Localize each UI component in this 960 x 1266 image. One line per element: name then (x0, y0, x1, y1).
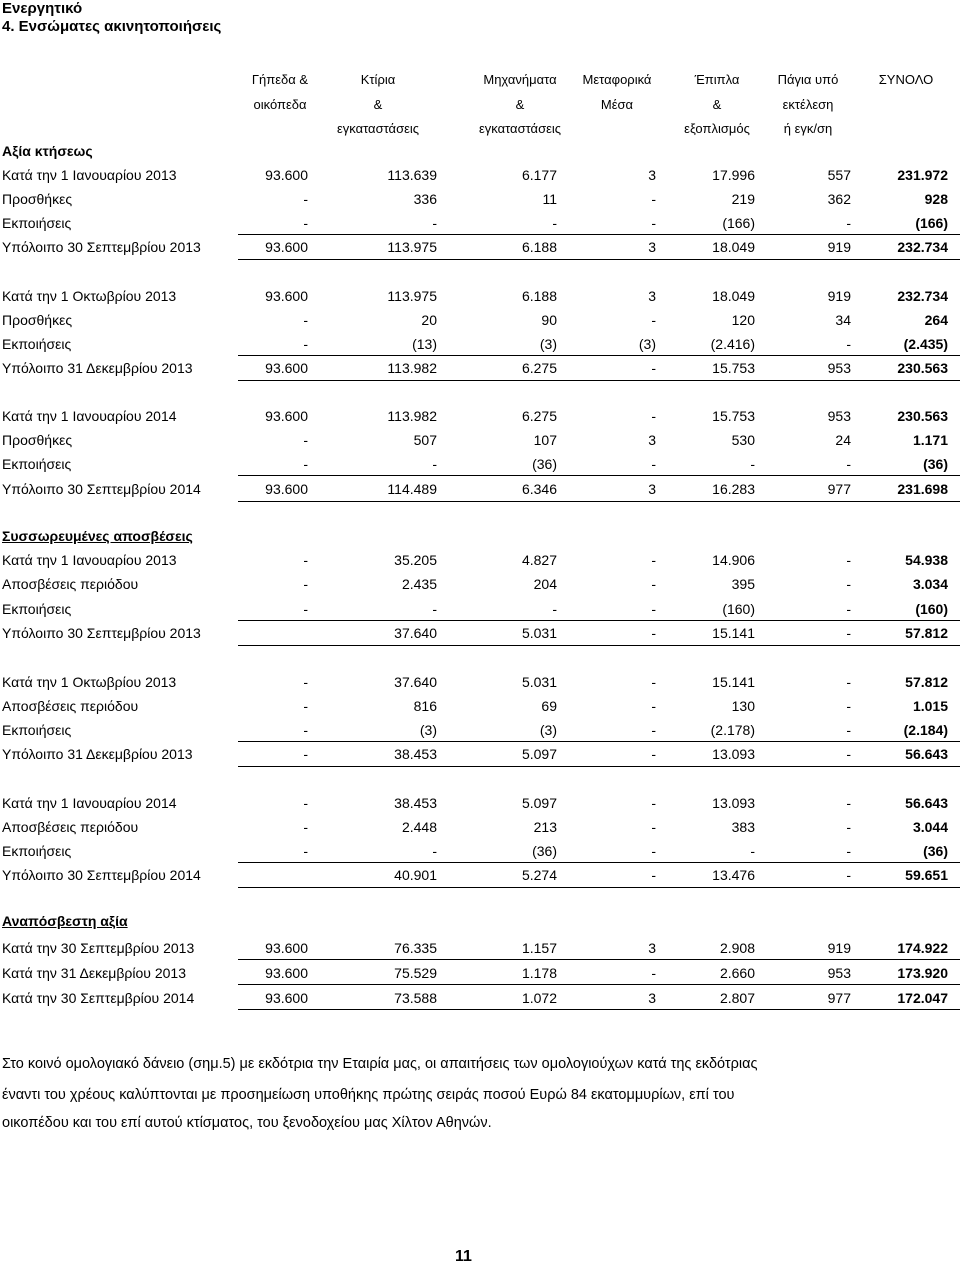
table-cell: - (303, 432, 308, 448)
table-cell: 928 (924, 191, 948, 207)
table-cell: - (303, 456, 308, 472)
row-label: Υπόλοιπο 31 Δεκεμβρίου 2013 (2, 746, 193, 762)
table-cell: 1.178 (521, 965, 557, 981)
table-cell: - (432, 215, 437, 231)
table-cell: 816 (413, 698, 437, 714)
total-rule (238, 766, 960, 767)
table-cell: - (651, 698, 656, 714)
row-label: Εκποιήσεις (2, 722, 72, 738)
table-cell: 34 (835, 312, 851, 328)
column-header-line: Έπιπλα (694, 72, 740, 87)
row-label: Κατά την 1 Ιανουαρίου 2013 (2, 552, 177, 568)
section-title: 4. Ενσώματες ακινητοποιήσεις (2, 18, 222, 35)
table-cell: - (303, 552, 308, 568)
table-cell: 15.753 (712, 360, 755, 376)
table-cell: 11 (542, 191, 557, 207)
column-header-line: & (373, 97, 383, 112)
table-cell: 93.600 (265, 360, 308, 376)
row-label: Εκποιήσεις (2, 456, 72, 472)
table-cell: 919 (827, 940, 851, 956)
row-label: Εκποιήσεις (2, 336, 72, 352)
table-cell: - (846, 552, 851, 568)
table-cell: - (303, 674, 308, 690)
table-cell: 213 (533, 819, 557, 835)
table-cell: 5.031 (521, 625, 557, 641)
table-cell: 3 (648, 481, 656, 497)
column-header-line: ΣΥΝΟΛΟ (878, 72, 934, 87)
subtotal-rule (238, 741, 960, 742)
table-cell: 4.827 (521, 552, 557, 568)
table-cell: 13.093 (712, 795, 755, 811)
column-header-line: Κτίρια (360, 72, 396, 87)
table-cell: 120 (731, 312, 755, 328)
total-rule (238, 259, 960, 260)
table-cell: 230.563 (897, 360, 948, 376)
table-cell: 2.807 (719, 990, 755, 1006)
table-cell: (166) (915, 215, 948, 231)
table-cell: - (552, 215, 557, 231)
row-label: Αποσβέσεις περιόδου (2, 576, 139, 592)
table-cell: - (303, 795, 308, 811)
table-cell: 93.600 (265, 167, 308, 183)
table-cell: - (750, 843, 755, 859)
table-cell: 57.812 (905, 674, 948, 690)
table-cell: (36) (532, 456, 557, 472)
column-header-line: εγκαταστάσεις (336, 121, 420, 136)
table-cell: 383 (731, 819, 755, 835)
table-cell: 35.205 (394, 552, 437, 568)
table-cell: 3 (648, 288, 656, 304)
table-cell: 977 (827, 990, 851, 1006)
table-cell: 37.640 (394, 625, 437, 641)
table-cell: 18.049 (712, 288, 755, 304)
table-cell: 1.171 (912, 432, 948, 448)
table-cell: - (651, 965, 656, 981)
table-cell: - (432, 601, 437, 617)
table-cell: (3) (419, 722, 437, 738)
column-header-line: Μηχανήματα (483, 72, 557, 87)
table-cell: 93.600 (265, 288, 308, 304)
column-header-line: εκτέλεση (782, 97, 834, 112)
table-cell: - (846, 456, 851, 472)
table-cell: 953 (827, 965, 851, 981)
table-cell: - (303, 336, 308, 352)
table-cell: - (651, 843, 656, 859)
subtotal-rule (238, 862, 960, 863)
table-cell: 69 (541, 698, 557, 714)
table-cell: 14.906 (712, 552, 755, 568)
row-label: Εκποιήσεις (2, 601, 72, 617)
table-cell: (13) (412, 336, 437, 352)
table-cell: 953 (827, 408, 851, 424)
section-cost: Αξία κτήσεως (2, 143, 93, 159)
table-cell: 5.097 (521, 746, 557, 762)
table-cell: 37.640 (394, 674, 437, 690)
row-label: Προσθήκες (2, 312, 73, 328)
table-cell: - (651, 722, 656, 738)
table-cell: 16.283 (712, 481, 755, 497)
table-cell: - (846, 867, 851, 883)
table-cell: - (651, 456, 656, 472)
table-cell: 59.651 (905, 867, 948, 883)
table-cell: 1.072 (521, 990, 557, 1006)
row-label: Προσθήκες (2, 432, 73, 448)
table-cell: - (651, 408, 656, 424)
table-cell: - (651, 191, 656, 207)
table-cell: 5.031 (521, 674, 557, 690)
table-cell: - (303, 191, 308, 207)
row-label: Υπόλοιπο 30 Σεπτεμβρίου 2013 (2, 625, 201, 641)
table-cell: 113.975 (387, 288, 437, 304)
table-cell: 919 (827, 288, 851, 304)
table-cell: - (432, 456, 437, 472)
table-cell: 40.901 (394, 867, 437, 883)
row-label: Υπόλοιπο 30 Σεπτεμβρίου 2014 (2, 867, 201, 883)
column-header-line: οικόπεδα (253, 97, 307, 112)
table-cell: 230.563 (897, 408, 948, 424)
table-cell: 15.141 (712, 674, 755, 690)
subtotal-rule (238, 234, 960, 235)
table-cell: 6.188 (521, 239, 557, 255)
table-cell: 38.453 (394, 795, 437, 811)
table-cell: - (651, 360, 656, 376)
table-cell: - (846, 215, 851, 231)
table-cell: - (303, 312, 308, 328)
table-cell: - (846, 698, 851, 714)
row-label: Εκποιήσεις (2, 215, 72, 231)
table-cell: - (651, 746, 656, 762)
table-cell: 264 (924, 312, 948, 328)
note-line: οικοπέδου και του επί αυτού κτίσματος, του ξενοδοχείου μας Χίλτον Αθηνών. (2, 1115, 492, 1131)
table-cell: 17.996 (712, 167, 755, 183)
row-label: Κατά την 1 Ιανουαρίου 2014 (2, 795, 177, 811)
table-cell: 204 (533, 576, 557, 592)
table-cell: 5.274 (521, 867, 557, 883)
table-cell: 76.335 (394, 940, 437, 956)
section-net-value: Αναπόσβεστη αξία (2, 913, 128, 929)
note-line: Στο κοινό ομολογιακό δάνειο (σημ.5) με εκδότρια την Εταιρία μας, οι απαιτήσεις των ομολογιούχων κατά της εκδότριας (2, 1056, 758, 1072)
note-line: έναντι του χρέους καλύπτονται με προσημείωση υποθήκης πρώτης σειράς ποσού Ευρώ 84 εκατομμυρίων, επί του (2, 1087, 735, 1103)
table-cell: - (303, 819, 308, 835)
table-cell: (36) (923, 456, 948, 472)
table-cell: 6.177 (521, 167, 557, 183)
column-header-line: εξοπλισμός (684, 121, 750, 136)
table-cell: 113.975 (387, 239, 437, 255)
column-header-line: εγκαταστάσεις (478, 121, 562, 136)
table-cell: 3 (648, 167, 656, 183)
total-rule (238, 887, 960, 888)
table-cell: 3 (648, 940, 656, 956)
table-cell: - (303, 698, 308, 714)
table-cell: - (750, 456, 755, 472)
table-cell: - (651, 867, 656, 883)
subtotal-rule (238, 475, 960, 476)
table-cell: 90 (541, 312, 557, 328)
table-cell: 93.600 (265, 239, 308, 255)
table-cell: (36) (532, 843, 557, 859)
table-cell: 93.600 (265, 990, 308, 1006)
row-label: Εκποιήσεις (2, 843, 72, 859)
table-cell: 5.097 (521, 795, 557, 811)
table-cell: - (651, 674, 656, 690)
table-cell: - (651, 215, 656, 231)
table-cell: - (846, 336, 851, 352)
subtotal-rule (238, 620, 960, 621)
column-header-line: Πάγια υπό (777, 72, 839, 87)
row-label: Αποσβέσεις περιόδου (2, 698, 139, 714)
row-label: Κατά την 30 Σεπτεμβρίου 2013 (2, 940, 195, 956)
table-cell: 919 (827, 239, 851, 255)
row-label: Κατά την 1 Ιανουαρίου 2014 (2, 408, 177, 424)
table-cell: (166) (722, 215, 755, 231)
table-cell: (2.178) (710, 722, 755, 738)
table-cell: 56.643 (905, 746, 948, 762)
table-cell: 395 (731, 576, 755, 592)
table-cell: 93.600 (265, 965, 308, 981)
table-cell: 1.015 (912, 698, 948, 714)
table-cell: 6.275 (521, 408, 557, 424)
row-label: Υπόλοιπο 30 Σεπτεμβρίου 2014 (2, 481, 201, 497)
table-cell: 6.346 (521, 481, 557, 497)
table-cell: 13.476 (712, 867, 755, 883)
table-cell: 38.453 (394, 746, 437, 762)
table-cell: - (432, 843, 437, 859)
table-cell: 93.600 (265, 940, 308, 956)
table-cell: - (846, 674, 851, 690)
table-cell: (36) (923, 843, 948, 859)
table-cell: 977 (827, 481, 851, 497)
table-cell: 113.982 (387, 408, 437, 424)
table-cell: 231.698 (897, 481, 948, 497)
table-cell: 231.972 (897, 167, 948, 183)
column-header-line: Γήπεδα & (251, 72, 309, 87)
column-header-line: Μεταφορικά (582, 72, 652, 87)
table-cell: 336 (413, 191, 437, 207)
net-value-rule (238, 959, 960, 960)
table-cell: (3) (638, 336, 656, 352)
table-cell: 507 (413, 432, 437, 448)
table-cell: - (651, 552, 656, 568)
table-cell: 173.920 (897, 965, 948, 981)
table-cell: 2.448 (401, 819, 437, 835)
row-label: Υπόλοιπο 30 Σεπτεμβρίου 2013 (2, 239, 201, 255)
table-cell: 6.188 (521, 288, 557, 304)
table-cell: 3 (648, 239, 656, 255)
total-rule (238, 501, 960, 502)
subtotal-rule (238, 355, 960, 356)
table-cell: - (303, 215, 308, 231)
table-cell: - (651, 819, 656, 835)
table-cell: 953 (827, 360, 851, 376)
row-label: Κατά την 1 Οκτωβρίου 2013 (2, 674, 177, 690)
net-value-rule (238, 984, 960, 985)
table-cell: 1.157 (521, 940, 557, 956)
table-cell: (2.435) (903, 336, 948, 352)
table-cell: - (303, 722, 308, 738)
row-label: Υπόλοιπο 31 Δεκεμβρίου 2013 (2, 360, 193, 376)
table-cell: - (846, 795, 851, 811)
column-header-line: ή εγκ/ση (783, 121, 833, 136)
table-cell: 114.489 (387, 481, 437, 497)
table-cell: 20 (421, 312, 437, 328)
table-cell: - (846, 746, 851, 762)
table-cell: 57.812 (905, 625, 948, 641)
table-cell: - (651, 576, 656, 592)
table-cell: 15.141 (712, 625, 755, 641)
column-header-line: Μέσα (600, 97, 634, 112)
table-cell: - (303, 601, 308, 617)
table-cell: - (651, 312, 656, 328)
table-cell: - (303, 746, 308, 762)
table-cell: 232.734 (897, 239, 948, 255)
table-cell: - (846, 625, 851, 641)
table-cell: - (651, 625, 656, 641)
table-cell: 75.529 (394, 965, 437, 981)
table-cell: 2.435 (401, 576, 437, 592)
row-label: Προσθήκες (2, 191, 73, 207)
row-label: Κατά την 1 Οκτωβρίου 2013 (2, 288, 177, 304)
table-cell: - (651, 601, 656, 617)
table-cell: 362 (827, 191, 851, 207)
table-cell: 557 (827, 167, 851, 183)
table-cell: - (846, 819, 851, 835)
total-rule (238, 380, 960, 381)
table-cell: 107 (533, 432, 557, 448)
table-cell: 530 (731, 432, 755, 448)
table-cell: 174.922 (897, 940, 948, 956)
table-cell: (2.184) (903, 722, 948, 738)
table-cell: 93.600 (265, 481, 308, 497)
row-label: Κατά την 30 Σεπτεμβρίου 2014 (2, 990, 195, 1006)
column-header-line: & (515, 97, 525, 112)
table-cell: - (651, 795, 656, 811)
column-header-line: & (712, 97, 722, 112)
table-cell: - (552, 601, 557, 617)
row-label: Κατά την 1 Ιανουαρίου 2013 (2, 167, 177, 183)
table-cell: 113.639 (387, 167, 437, 183)
table-cell: 15.753 (712, 408, 755, 424)
table-cell: (3) (539, 722, 557, 738)
row-label: Κατά την 31 Δεκεμβρίου 2013 (2, 965, 186, 981)
table-cell: 2.908 (719, 940, 755, 956)
table-cell: 56.643 (905, 795, 948, 811)
table-cell: - (846, 576, 851, 592)
table-cell: - (303, 843, 308, 859)
table-cell: - (846, 601, 851, 617)
page-title: Ενεργητικό (2, 0, 83, 17)
row-label: Αποσβέσεις περιόδου (2, 819, 139, 835)
table-cell: 113.982 (387, 360, 437, 376)
table-cell: 73.588 (394, 990, 437, 1006)
table-cell: 130 (731, 698, 755, 714)
table-cell: 18.049 (712, 239, 755, 255)
table-cell: 3 (648, 990, 656, 1006)
table-cell: (160) (722, 601, 755, 617)
page-number: 11 (455, 1248, 472, 1265)
table-cell: - (846, 843, 851, 859)
table-cell: - (303, 576, 308, 592)
table-cell: 93.600 (265, 408, 308, 424)
table-cell: 2.660 (719, 965, 755, 981)
table-cell: - (846, 722, 851, 738)
table-cell: 3.044 (912, 819, 948, 835)
section-depreciation: Συσσωρευμένες αποσβέσεις (2, 528, 193, 544)
table-cell: 232.734 (897, 288, 948, 304)
table-cell: 3.034 (912, 576, 948, 592)
table-cell: 54.938 (905, 552, 948, 568)
net-value-rule (238, 1009, 960, 1010)
table-cell: (160) (915, 601, 948, 617)
table-cell: (3) (539, 336, 557, 352)
total-rule (238, 645, 960, 646)
table-cell: 3 (648, 432, 656, 448)
table-cell: 13.093 (712, 746, 755, 762)
table-cell: 172.047 (897, 990, 948, 1006)
table-cell: 24 (835, 432, 851, 448)
table-cell: 6.275 (521, 360, 557, 376)
table-cell: 219 (731, 191, 755, 207)
table-cell: (2.416) (710, 336, 755, 352)
